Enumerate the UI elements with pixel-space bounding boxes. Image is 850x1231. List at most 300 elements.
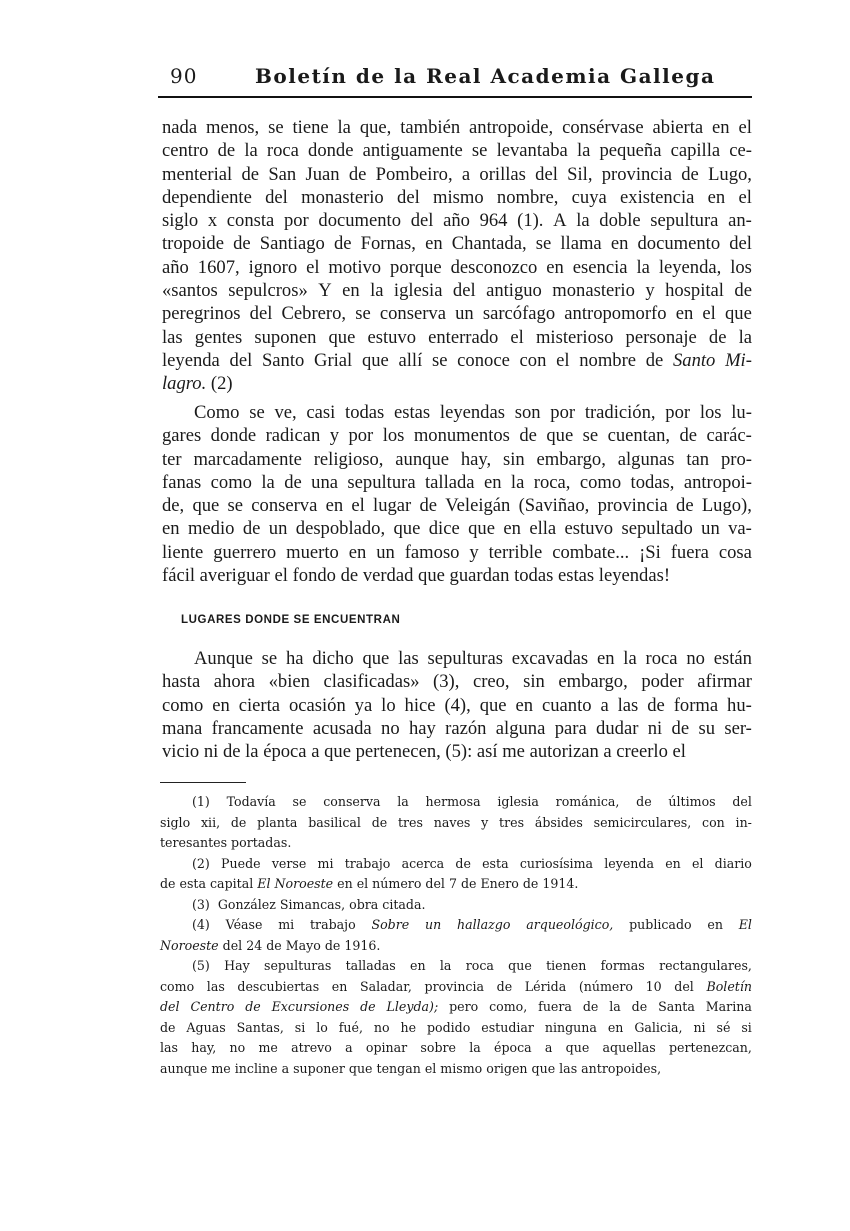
word: roca, [533,471,571,493]
word-group [193,448,301,471]
word: trabajo [310,917,356,932]
word-group [629,915,692,936]
word-group [195,326,243,349]
word: por [550,402,576,423]
word-group [712,116,730,139]
word-group [451,256,538,279]
word-group [262,349,304,372]
word-group [162,494,184,517]
word: esta [482,855,509,871]
word-group [469,1038,481,1059]
word-group [698,717,715,740]
word: suponen [254,326,317,348]
word-group [370,279,383,302]
word-group [347,471,415,494]
word: de [708,326,727,348]
word-group [349,163,367,186]
word: he [400,1019,417,1035]
word-group [646,977,662,998]
word-group [425,232,443,255]
word: me [258,1040,278,1055]
word-group [672,717,690,740]
word: fanas [162,471,202,493]
word-group [724,717,752,740]
word-group [237,1018,284,1039]
word-group [497,792,539,813]
word-group [665,854,681,875]
section-heading: LUGARES DONDE SE ENCUENTRAN [181,614,401,626]
word-group [296,517,385,540]
word-group [201,813,220,834]
word: (número [578,978,633,994]
word-group [289,694,346,717]
word: combate... [552,541,630,563]
paragraph-2 [162,401,752,587]
word: que [393,518,421,540]
word: de [734,280,752,302]
word-group [383,424,405,447]
word: planta [257,814,298,830]
word: de [681,163,699,185]
word: semicirculares, [593,814,692,830]
word: conoce [457,349,510,371]
word-group [523,670,545,693]
word-group [328,326,355,349]
word: (5) [192,958,210,973]
word-group [313,717,372,740]
word-group [373,494,411,517]
word: un [424,917,442,932]
word: en [665,855,681,871]
word-group [510,326,523,349]
word: Grial [314,349,353,371]
word: antiguamente [362,140,463,162]
word-group [198,256,240,279]
word: a [600,694,609,716]
word-group [381,717,400,740]
word-group [260,232,325,255]
word-group [577,139,590,162]
word-group [312,647,353,670]
word-group [716,1018,730,1039]
word-group [318,209,401,232]
word: en [162,518,180,540]
word-group [191,1038,216,1059]
word: ya [354,694,373,716]
word: curiosísima [519,855,594,871]
word-group [525,977,566,998]
footnote-rule [160,782,246,783]
word-group [213,541,276,564]
word: tan [686,448,710,470]
word-group [535,163,558,186]
word: pro- [720,448,752,470]
word: sepultado [621,518,693,540]
word: desconozco [450,256,538,278]
word: un [455,303,474,325]
word-group [599,209,640,232]
word-group [192,956,210,977]
word-group [226,915,263,936]
word: conserva [251,495,318,517]
word-group [620,186,694,209]
word: descubiertas [237,978,320,994]
word-group [366,1038,407,1059]
text-line [162,401,752,424]
word-group [266,424,321,447]
word: poder [641,671,684,693]
text-run: vicio ni de la época a que pertenecen, (5): así me autorizan a creerlo el [162,741,686,763]
word-group [372,813,388,834]
word: basilical [308,814,361,830]
word: la [738,326,752,348]
word: sepultura [347,471,416,493]
word-group [376,541,395,564]
word: atrevo [291,1040,332,1055]
word-group [634,1018,682,1039]
word-group [212,717,304,740]
text-run: fácil averiguar el fondo de verdad que guardan todas estas leyendas! [162,565,671,587]
word-group [739,915,752,936]
word-group [511,471,524,494]
word-group [515,401,541,424]
word: la [636,256,650,278]
word-group [338,116,351,139]
word: las [206,978,225,994]
word: la [576,210,590,232]
word-group [601,956,645,977]
word-group [714,647,752,670]
word-group [580,471,621,494]
word-group [162,186,252,209]
word: sin [502,448,525,470]
word-group [558,670,627,693]
word: mi [278,917,295,932]
word-group [162,349,220,372]
word-group [332,977,348,998]
word: un [701,518,720,540]
word: todas, [630,471,675,493]
word: de [647,694,665,716]
word-group [603,1038,656,1059]
word: de [645,349,664,371]
text-run: en el número del 7 de Enero de 1914. [333,876,579,891]
word-group [499,813,524,834]
text-run: aunque me incline a suponer que tengan el mismo origen que las antropoides, [160,1060,662,1076]
word-group [443,209,470,232]
word: en [348,541,367,563]
word-group [192,915,210,936]
word-group [291,1038,332,1059]
word: excavadas [511,648,589,669]
word-group [515,694,533,717]
word-group [709,326,727,349]
word-group [387,997,439,1018]
word: Boletín [706,978,752,994]
word: que [361,349,389,371]
word-group [529,517,556,540]
word: con [519,349,547,371]
word-group [397,186,420,209]
word-group [272,997,350,1018]
word-group [646,349,664,372]
word: ter [162,448,182,470]
word-group [646,647,678,670]
word: aunque [395,448,449,470]
word: x [207,210,218,232]
word-group [425,977,485,998]
word: hay, [191,1040,217,1055]
word-group [162,471,201,494]
word: en [596,648,615,669]
word: Lleyda); [386,999,439,1014]
word: se [261,648,278,669]
word: no [686,648,705,669]
word-group [730,256,752,279]
word: en [331,978,348,994]
word-group [233,232,251,255]
page-number: 90 [170,64,198,88]
word: del [229,349,253,371]
word-group [399,349,423,372]
word-group [345,401,384,424]
word: en [503,518,521,540]
word-group [160,977,194,998]
word-group [162,279,218,302]
text-line [160,997,752,1018]
word: se [355,303,371,325]
word: la [370,280,384,302]
word-group [708,163,752,186]
word-group [241,163,259,186]
word-group [192,854,210,875]
word: algunas [617,448,675,470]
word-group [211,471,252,494]
word: provincia [424,978,485,994]
word: ábsides [534,814,583,830]
paragraph-3 [162,647,752,763]
word-group [669,1038,752,1059]
text-line [162,670,752,693]
word: provincia [597,495,668,517]
text-run: teresantes portadas. [160,835,292,850]
text-line [160,1018,752,1039]
word-group [162,694,203,717]
word: abierta [652,117,704,138]
word: Cebrero, [281,303,347,325]
word-group [398,647,419,670]
word-group [519,494,590,517]
word-group [318,854,334,875]
word-group [402,854,445,875]
word-group [483,302,555,325]
word: de [631,999,648,1014]
word: Chantada, [451,233,527,255]
word-group [228,279,308,302]
word-group [162,163,232,186]
word-group [306,401,335,424]
word-group [244,139,257,162]
word-group [211,424,256,447]
word-group [489,997,527,1018]
word-group [224,956,250,977]
word: lo [316,1019,328,1035]
word-group [674,694,718,717]
word-group [367,326,416,349]
word: la [244,140,258,162]
word: conserva [323,794,381,809]
word: (1) [192,794,210,809]
word: ni [693,1019,706,1035]
word-group [701,517,720,540]
word-group [552,541,629,564]
word-group [346,956,396,977]
word: el [738,117,752,138]
text-line [162,424,752,447]
word-group [186,1018,225,1039]
word-group [323,792,380,813]
footnotes [160,792,752,1079]
word-group [671,139,721,162]
text-line [162,372,752,395]
text-line [160,895,752,916]
word: las [160,1040,178,1055]
word-group [427,1018,470,1039]
word: del [674,978,694,994]
word-group [497,977,513,998]
word: estuvo [367,326,416,348]
text-line [160,1038,752,1059]
word-group [429,517,460,540]
word: de [160,1019,176,1035]
word-group [190,997,234,1018]
word: del [249,303,273,325]
word-group [542,694,592,717]
word-group [455,854,471,875]
word-group [583,424,599,447]
word: si [294,1019,306,1035]
word: (4), [444,694,471,716]
word-group [349,541,367,564]
word-group [738,116,751,139]
word-group [316,1018,328,1039]
word-group [707,915,723,936]
word-group [362,647,389,670]
word-group [596,717,638,740]
word: El [738,917,752,932]
text-line [162,232,752,255]
word-group [262,647,278,670]
word: roca [465,958,494,973]
word-group [434,813,471,834]
word-group [729,139,752,162]
word-group [351,494,364,517]
word-group [243,517,261,540]
footnote-2 [160,854,752,895]
word-group [537,448,606,471]
word-group [257,813,297,834]
word: radican [265,425,321,447]
word-group [636,256,649,279]
word-group [679,424,697,447]
word: en [707,186,726,208]
word: se [249,402,265,423]
word: sobre [420,1040,456,1055]
text-run: (2) [206,373,233,395]
word: Véase [225,917,263,932]
word: ninguna [544,1019,597,1035]
word: de [679,425,698,447]
word-group [411,209,434,232]
word: de [676,495,694,517]
word: el [702,303,716,325]
text-run: (3) González Simancas, obra citada. [192,896,426,912]
word: Excursiones [271,999,350,1014]
word-group [684,471,752,494]
word-group [636,792,652,813]
word-group [264,956,331,977]
word: personaje [625,326,697,348]
word-group [546,956,586,977]
word: monumentos [413,425,510,447]
word-group [286,647,304,670]
word-group [360,977,412,998]
word: que [565,1040,590,1055]
word: centro [162,140,209,162]
word-group [455,302,474,325]
word: el [691,855,704,871]
word: trabajo [344,855,391,871]
word-group [212,694,230,717]
word-group [647,694,665,717]
word: las [398,648,419,669]
word: que [725,303,752,325]
word: del [397,186,420,208]
word: Sobre [371,917,410,932]
word: Santiago [259,233,325,255]
word: 10 [645,978,662,994]
word-group [162,232,224,255]
word-group [444,694,470,717]
word: donde [210,425,257,447]
word: en [325,495,344,517]
word: acerca [401,855,445,871]
word: del [265,186,288,208]
word-group [728,517,752,540]
word: sepultura [650,210,719,232]
word-group [609,997,621,1018]
footnote-1 [160,792,752,854]
word-group [268,116,284,139]
word-group [583,997,599,1018]
word-group [653,116,704,139]
word-group [479,163,525,186]
word-group [706,977,752,998]
word-group [631,471,675,494]
word: nada [162,117,198,138]
word: francamente [211,717,304,739]
word: estuvo [564,518,614,540]
word-group [598,494,668,517]
word-group [323,670,419,693]
word-group [560,232,601,255]
word-group [520,349,547,372]
word-group [160,1038,178,1059]
text-line [162,694,752,717]
word-group [572,186,607,209]
word: San [268,163,297,185]
word-group [550,401,575,424]
